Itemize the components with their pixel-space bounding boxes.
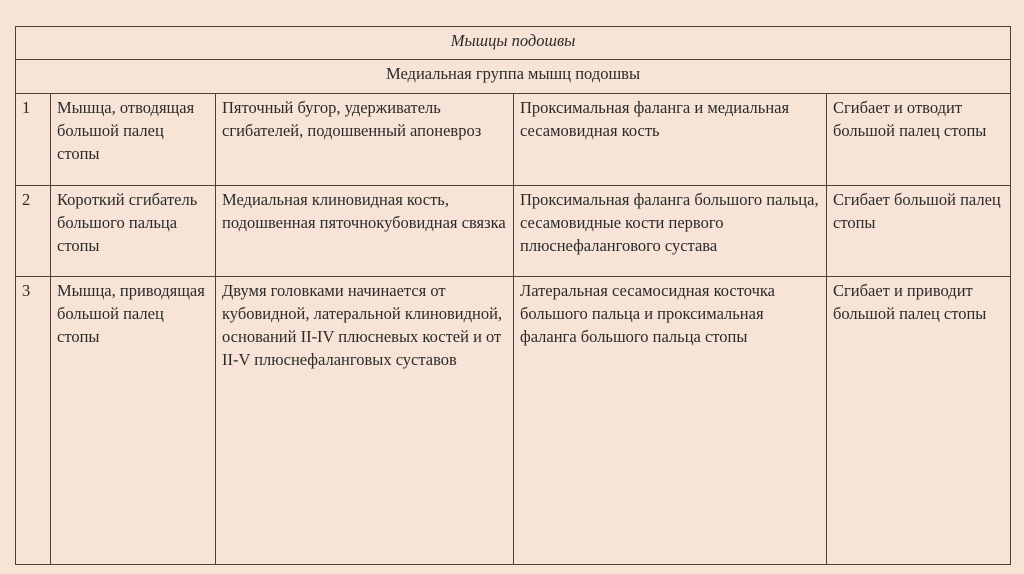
row-number: 2 bbox=[16, 186, 51, 277]
table-row bbox=[16, 186, 1011, 277]
muscle-origin: Двумя головками начинается от кубовидной, латеральной клиновидной, оснований II-IV плюсневых костей и от II-V плюснефаланговых суставов bbox=[216, 277, 514, 565]
table-title: Мышцы подошвы bbox=[16, 27, 1011, 60]
muscle-insertion: Проксимальная фаланга большого пальца, сесамовидные кости первого плюснефалангового сустава bbox=[514, 186, 827, 277]
table-row bbox=[16, 277, 1011, 565]
group-header: Медиальная группа мышц подошвы bbox=[16, 60, 1011, 94]
muscle-insertion: Латеральная сесамосидная косточка большого пальца и проксимальная фаланга большого пальца стопы bbox=[514, 277, 827, 565]
muscle-function: Сгибает большой палец стопы bbox=[827, 186, 1011, 277]
muscle-name: Короткий сгибатель большого пальца стопы bbox=[51, 186, 216, 277]
muscle-function: Сгибает и отводит большой палец стопы bbox=[827, 94, 1011, 186]
muscle-origin: Медиальная клиновидная кость, подошвенная пяточнокубовидная связка bbox=[216, 186, 514, 277]
muscle-function: Сгибает и приводит большой палец стопы bbox=[827, 277, 1011, 565]
group-header-row bbox=[16, 60, 1011, 94]
muscle-name: Мышца, приводящая большой палец стопы bbox=[51, 277, 216, 565]
muscle-name: Мышца, отводящая большой палец стопы bbox=[51, 94, 216, 186]
table-title-row bbox=[16, 27, 1011, 60]
table-row bbox=[16, 94, 1011, 186]
muscle-table bbox=[15, 26, 1011, 565]
row-number: 1 bbox=[16, 94, 51, 186]
row-number: 3 bbox=[16, 277, 51, 565]
muscle-insertion: Проксимальная фаланга и медиальная сесамовидная кость bbox=[514, 94, 827, 186]
muscle-origin: Пяточный бугор, удерживатель сгибателей, подошвенный апоневроз bbox=[216, 94, 514, 186]
